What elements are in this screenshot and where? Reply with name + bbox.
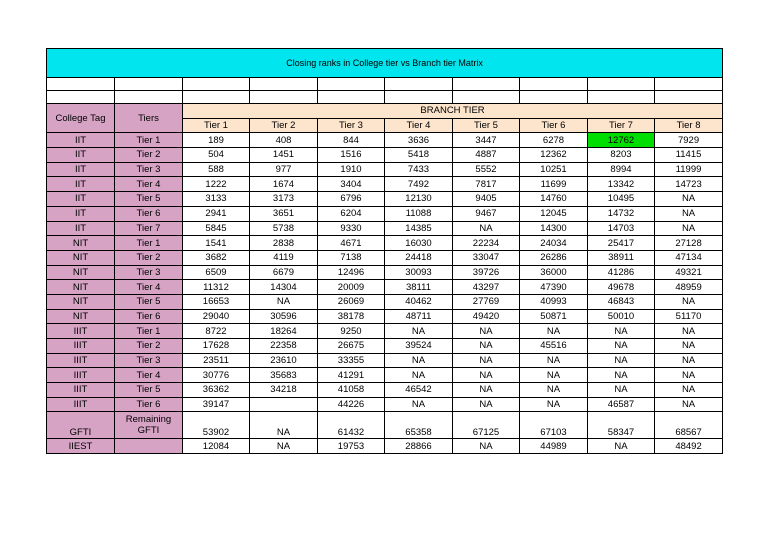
branch-column-header: Tier 5 <box>453 118 520 133</box>
table-row <box>47 192 723 207</box>
table-row <box>47 280 723 295</box>
rank-cell: 588 <box>183 162 250 177</box>
college-tag-cell: IIIT <box>47 353 115 368</box>
rank-cell: 12362 <box>520 148 588 163</box>
rank-cell: 10251 <box>520 162 588 177</box>
rank-cell: NA <box>588 439 655 454</box>
tier-cell: Tier 4 <box>115 280 183 295</box>
rank-cell: NA <box>655 353 723 368</box>
rank-cell: NA <box>385 397 453 412</box>
rank-cell: NA <box>655 339 723 354</box>
rank-cell: 51170 <box>655 309 723 324</box>
rank-cell: 36000 <box>520 265 588 280</box>
tiers-header: Tiers <box>115 104 183 133</box>
rank-cell: 39726 <box>453 265 520 280</box>
rank-cell: NA <box>453 397 520 412</box>
rank-cell: 11415 <box>655 148 723 163</box>
rank-cell: 41058 <box>318 383 385 398</box>
rank-cell: NA <box>453 383 520 398</box>
rank-cell: 2838 <box>250 236 318 251</box>
tier-cell: Tier 7 <box>115 221 183 236</box>
tier-cell: Tier 4 <box>115 368 183 383</box>
rank-cell: 48492 <box>655 439 723 454</box>
college-tag-cell: IIIT <box>47 383 115 398</box>
rank-cell: 7929 <box>655 133 723 148</box>
rank-cell: 45516 <box>520 339 588 354</box>
rank-cell: 27128 <box>655 236 723 251</box>
rank-cell: 11999 <box>655 162 723 177</box>
tier-cell: Tier 2 <box>115 148 183 163</box>
table-row <box>47 133 723 148</box>
table-row <box>47 339 723 354</box>
blank-row <box>47 91 723 104</box>
rank-cell: 14385 <box>385 221 453 236</box>
rank-cell: 1451 <box>250 148 318 163</box>
rank-cell: 11312 <box>183 280 250 295</box>
rank-cell: 5418 <box>385 148 453 163</box>
rank-cell: 46587 <box>588 397 655 412</box>
tier-cell: Tier 2 <box>115 250 183 265</box>
college-tag-cell: NIT <box>47 250 115 265</box>
rank-cell: 26069 <box>318 294 385 309</box>
college-tag-cell: NIT <box>47 280 115 295</box>
table-row <box>47 412 723 439</box>
tier-cell: Tier 3 <box>115 353 183 368</box>
rank-cell: 35683 <box>250 368 318 383</box>
rank-cell: 47390 <box>520 280 588 295</box>
table-row <box>47 368 723 383</box>
rank-cell: 14300 <box>520 221 588 236</box>
table-row <box>47 206 723 221</box>
rank-cell: NA <box>520 353 588 368</box>
rank-cell <box>250 397 318 412</box>
rank-cell: 30093 <box>385 265 453 280</box>
rank-cell: NA <box>385 324 453 339</box>
rank-cell: 11699 <box>520 177 588 192</box>
rank-cell: 14304 <box>250 280 318 295</box>
rank-cell: 50871 <box>520 309 588 324</box>
rank-cell: 12045 <box>520 206 588 221</box>
branch-column-header: Tier 1 <box>183 118 250 133</box>
rank-cell: 1541 <box>183 236 250 251</box>
rank-cell: 47134 <box>655 250 723 265</box>
rank-cell: NA <box>453 324 520 339</box>
rank-cell: 3447 <box>453 133 520 148</box>
rank-cell: 38911 <box>588 250 655 265</box>
tier-cell: Tier 1 <box>115 236 183 251</box>
rank-cell: NA <box>250 412 318 439</box>
rank-cell: 40462 <box>385 294 453 309</box>
rank-cell: 48959 <box>655 280 723 295</box>
rank-cell: 5738 <box>250 221 318 236</box>
rank-cell: 19753 <box>318 439 385 454</box>
table-row <box>47 383 723 398</box>
rank-cell: 27769 <box>453 294 520 309</box>
rank-cell: 977 <box>250 162 318 177</box>
rank-cell: 2941 <box>183 206 250 221</box>
branch-column-header: Tier 3 <box>318 118 385 133</box>
college-tag-cell: GFTI <box>47 412 115 439</box>
rank-cell: 39147 <box>183 397 250 412</box>
rank-cell: 49321 <box>655 265 723 280</box>
rank-cell: 3682 <box>183 250 250 265</box>
rank-cell: 41286 <box>588 265 655 280</box>
rank-cell: 10495 <box>588 192 655 207</box>
rank-cell: 38178 <box>318 309 385 324</box>
rank-cell: 33355 <box>318 353 385 368</box>
rank-cell: 23511 <box>183 353 250 368</box>
rank-cell: 5552 <box>453 162 520 177</box>
rank-cell: 8203 <box>588 148 655 163</box>
rank-cell: NA <box>588 383 655 398</box>
rank-cell: 46542 <box>385 383 453 398</box>
rank-cell: NA <box>453 353 520 368</box>
table-row <box>47 162 723 177</box>
rank-cell: 6679 <box>250 265 318 280</box>
rank-cell: 3651 <box>250 206 318 221</box>
rank-cell: 9250 <box>318 324 385 339</box>
rank-cell: NA <box>655 383 723 398</box>
rank-cell: 68567 <box>655 412 723 439</box>
rank-cell: NA <box>520 368 588 383</box>
rank-cell: 26286 <box>520 250 588 265</box>
rank-cell: 1910 <box>318 162 385 177</box>
tier-cell: Tier 6 <box>115 206 183 221</box>
rank-cell: NA <box>385 353 453 368</box>
rank-cell: 6278 <box>520 133 588 148</box>
rank-cell: 9405 <box>453 192 520 207</box>
rank-cell: 17628 <box>183 339 250 354</box>
rank-cell: NA <box>520 383 588 398</box>
rank-cell: 13342 <box>588 177 655 192</box>
blank-row <box>47 78 723 91</box>
rank-cell: 3173 <box>250 192 318 207</box>
rank-cell: 28866 <box>385 439 453 454</box>
rank-cell: NA <box>655 221 723 236</box>
college-tag-cell: IIIT <box>47 339 115 354</box>
rank-cell: 14760 <box>520 192 588 207</box>
rank-cell: 25417 <box>588 236 655 251</box>
table-row <box>47 353 723 368</box>
rank-cell: 26675 <box>318 339 385 354</box>
branch-column-header: Tier 7 <box>588 118 655 133</box>
rank-cell: 1222 <box>183 177 250 192</box>
rank-cell: 7433 <box>385 162 453 177</box>
branch-tier-header: BRANCH TIER <box>183 104 723 119</box>
table-row <box>47 221 723 236</box>
rank-cell: NA <box>588 353 655 368</box>
table-row <box>47 397 723 412</box>
rank-cell: 504 <box>183 148 250 163</box>
college-tag-cell: IIT <box>47 148 115 163</box>
branch-column-header: Tier 6 <box>520 118 588 133</box>
rank-cell: 40993 <box>520 294 588 309</box>
rank-cell: NA <box>250 294 318 309</box>
rank-cell: 67125 <box>453 412 520 439</box>
rank-cell: 67103 <box>520 412 588 439</box>
college-tag-cell: IIIT <box>47 397 115 412</box>
college-tag-cell: IIIT <box>47 324 115 339</box>
college-tag-cell: IIT <box>47 177 115 192</box>
college-tag-cell: IIT <box>47 206 115 221</box>
rank-cell: NA <box>588 339 655 354</box>
rank-cell: 58347 <box>588 412 655 439</box>
rank-cell: 46843 <box>588 294 655 309</box>
table-row <box>47 294 723 309</box>
highlighted-rank-cell: 12762 <box>588 133 655 148</box>
rank-cell: NA <box>655 294 723 309</box>
college-tag-cell: NIT <box>47 309 115 324</box>
tier-cell: Remaining GFTI <box>115 412 183 439</box>
rank-cell: 49678 <box>588 280 655 295</box>
tier-cell: Tier 1 <box>115 133 183 148</box>
rank-cell: 34218 <box>250 383 318 398</box>
rank-cell: 3636 <box>385 133 453 148</box>
rank-cell: 1516 <box>318 148 385 163</box>
rank-cell: 408 <box>250 133 318 148</box>
rank-cell: 61432 <box>318 412 385 439</box>
rank-cell: NA <box>453 339 520 354</box>
rank-cell: 9330 <box>318 221 385 236</box>
rank-cell: 24418 <box>385 250 453 265</box>
rank-cell: 49420 <box>453 309 520 324</box>
rank-cell: 23610 <box>250 353 318 368</box>
tier-cell: Tier 6 <box>115 397 183 412</box>
rank-cell: 44989 <box>520 439 588 454</box>
rank-cell: 18264 <box>250 324 318 339</box>
rank-cell: NA <box>453 368 520 383</box>
branch-column-header: Tier 2 <box>250 118 318 133</box>
rank-cell: NA <box>655 192 723 207</box>
rank-cell: 844 <box>318 133 385 148</box>
rank-cell: 1674 <box>250 177 318 192</box>
rank-cell: 9467 <box>453 206 520 221</box>
rank-cell: NA <box>250 439 318 454</box>
rank-cell: NA <box>588 324 655 339</box>
tier-cell: Tier 5 <box>115 383 183 398</box>
tier-cell <box>115 439 183 454</box>
rank-cell: 33047 <box>453 250 520 265</box>
table-row <box>47 309 723 324</box>
college-tag-cell: IIIT <box>47 368 115 383</box>
rank-cell: 44226 <box>318 397 385 412</box>
rank-cell: 30776 <box>183 368 250 383</box>
tier-cell: Tier 5 <box>115 294 183 309</box>
table-title: Closing ranks in College tier vs Branch tier Matrix <box>47 49 723 78</box>
table-row <box>47 177 723 192</box>
rank-cell: 12496 <box>318 265 385 280</box>
rank-cell: 4887 <box>453 148 520 163</box>
tier-cell: Tier 3 <box>115 162 183 177</box>
rank-cell: 7817 <box>453 177 520 192</box>
rank-cell: NA <box>453 221 520 236</box>
rank-cell: 43297 <box>453 280 520 295</box>
rank-cell: 6796 <box>318 192 385 207</box>
rank-cell: 16030 <box>385 236 453 251</box>
rank-cell: 16653 <box>183 294 250 309</box>
table-row <box>47 324 723 339</box>
rank-cell: NA <box>385 368 453 383</box>
table-row <box>47 148 723 163</box>
tier-cell: Tier 4 <box>115 177 183 192</box>
rank-cell: 20009 <box>318 280 385 295</box>
table-row <box>47 250 723 265</box>
rank-cell: 6509 <box>183 265 250 280</box>
rank-cell: 14732 <box>588 206 655 221</box>
college-tag-cell: IIT <box>47 133 115 148</box>
rank-cell: 12130 <box>385 192 453 207</box>
rank-cell: 48711 <box>385 309 453 324</box>
rank-cell: 3404 <box>318 177 385 192</box>
rank-cell: 24034 <box>520 236 588 251</box>
rank-cell: 5845 <box>183 221 250 236</box>
rank-cell: NA <box>655 368 723 383</box>
rank-cell: 189 <box>183 133 250 148</box>
rank-cell: NA <box>655 324 723 339</box>
rank-cell: 53902 <box>183 412 250 439</box>
rank-cell: 14703 <box>588 221 655 236</box>
tier-cell: Tier 6 <box>115 309 183 324</box>
rank-cell: 12084 <box>183 439 250 454</box>
rank-cell: 41291 <box>318 368 385 383</box>
tier-cell: Tier 3 <box>115 265 183 280</box>
college-tag-cell: IIT <box>47 162 115 177</box>
rank-cell: 22234 <box>453 236 520 251</box>
rank-cell: 38111 <box>385 280 453 295</box>
branch-column-header: Tier 4 <box>385 118 453 133</box>
rank-cell: 7138 <box>318 250 385 265</box>
rank-cell: 8722 <box>183 324 250 339</box>
table-row <box>47 236 723 251</box>
tier-cell: Tier 5 <box>115 192 183 207</box>
rank-cell: 22358 <box>250 339 318 354</box>
rank-matrix-table <box>46 48 723 454</box>
rank-cell: 14723 <box>655 177 723 192</box>
college-tag-cell: NIT <box>47 265 115 280</box>
rank-cell: 6204 <box>318 206 385 221</box>
college-tag-cell: IIT <box>47 221 115 236</box>
college-tag-cell: NIT <box>47 294 115 309</box>
rank-cell: 4119 <box>250 250 318 265</box>
rank-cell: 8994 <box>588 162 655 177</box>
rank-cell: NA <box>520 324 588 339</box>
college-tag-cell: NIT <box>47 236 115 251</box>
rank-cell: NA <box>453 439 520 454</box>
rank-cell: NA <box>588 368 655 383</box>
rank-cell: NA <box>655 397 723 412</box>
branch-column-header: Tier 8 <box>655 118 723 133</box>
rank-cell: 39524 <box>385 339 453 354</box>
table-row <box>47 439 723 454</box>
rank-cell: 29040 <box>183 309 250 324</box>
rank-cell: 36362 <box>183 383 250 398</box>
rank-cell: NA <box>520 397 588 412</box>
rank-cell: 4671 <box>318 236 385 251</box>
rank-cell: 65358 <box>385 412 453 439</box>
rank-cell: 7492 <box>385 177 453 192</box>
tier-cell: Tier 2 <box>115 339 183 354</box>
rank-cell: 30596 <box>250 309 318 324</box>
college-tag-cell: IIEST <box>47 439 115 454</box>
rank-cell: NA <box>655 206 723 221</box>
rank-cell: 11088 <box>385 206 453 221</box>
college-tag-header: College Tag <box>47 104 115 133</box>
tier-cell: Tier 1 <box>115 324 183 339</box>
rank-cell: 3133 <box>183 192 250 207</box>
rank-cell: 50010 <box>588 309 655 324</box>
college-tag-cell: IIT <box>47 192 115 207</box>
table-row <box>47 265 723 280</box>
